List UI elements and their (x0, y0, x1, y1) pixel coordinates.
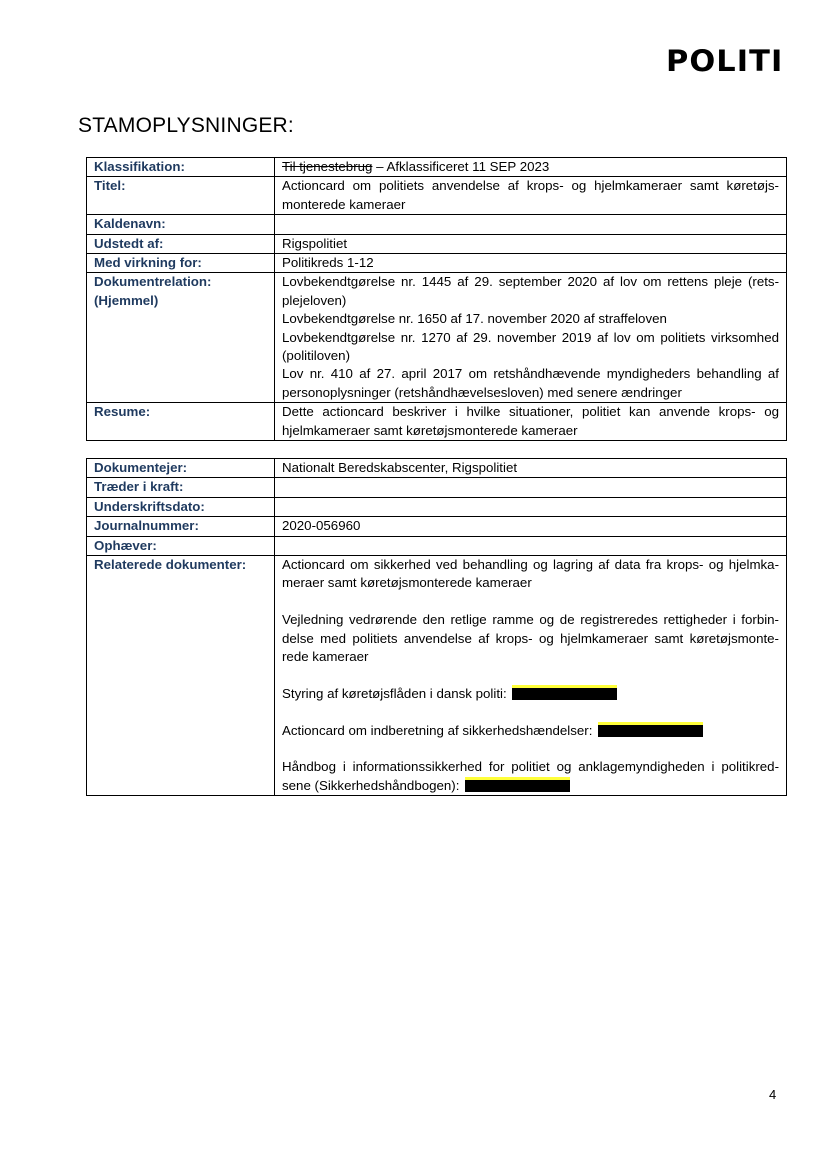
signature-date-value (275, 497, 787, 516)
redaction-block (465, 777, 570, 792)
related-documents-value (275, 556, 787, 796)
related-document-item: Actioncard om sikkerhed ved behandling og lagring af data fra krops- og hjelmka-meraer samt køretøjsmonterede kameraer (282, 557, 779, 591)
classification-struck-text: Til tjenestebrug (282, 159, 373, 174)
table-row (87, 497, 787, 516)
journal-number-value: 2020-056960 (275, 517, 787, 536)
repeals-value (275, 536, 787, 555)
table-row (87, 273, 787, 403)
issued-by-value: Rigspolitiet (275, 234, 787, 253)
related-document-text: Actioncard om indberetning af sikkerhedshændelser: (282, 722, 593, 738)
table-row (87, 234, 787, 253)
journal-number-label: Journalnummer: (87, 517, 275, 536)
issued-by-label: Udstedt af: (87, 234, 275, 253)
relation-item: Lov nr. 410 af 27. april 2017 om retshåndhævende myndigheders behandling af personoplysninger (retshåndhævelsesloven) med senere ændringer (282, 366, 779, 400)
signature-date-label: Underskriftsdato: (87, 497, 275, 516)
document-owner-value: Nationalt Beredskabscenter, Rigspolitiet (275, 459, 787, 478)
effective-date-label: Træder i kraft: (87, 478, 275, 497)
table-row (87, 158, 787, 177)
document-relation-label (87, 273, 275, 403)
effect-for-value: Politikreds 1-12 (275, 254, 787, 273)
repeals-label: Ophæver: (87, 536, 275, 555)
metadata-table-ownership (86, 458, 787, 796)
redaction-block (598, 722, 703, 737)
table-row (87, 536, 787, 555)
page-heading: STAMOPLYSNINGER: (78, 114, 294, 137)
relation-item: Lovbekendtgørelse nr. 1445 af 29. september 2020 af lov om rettens pleje (rets-plejeloven) (282, 274, 779, 308)
page-number: 4 (769, 1087, 777, 1102)
summary-value: Dette actioncard beskriver i hvilke situationer, politiet kan anvende krops- og hjelmkameraer samt køretøjsmonterede kameraer (275, 403, 787, 441)
title-value: Actioncard om politiets anvendelse af krops- og hjelmkameraer samt køretøjs-monterede kameraer (275, 177, 787, 215)
related-document-item (282, 685, 779, 703)
table-row (87, 459, 787, 478)
table-row (87, 215, 787, 234)
related-document-text: Styring af køretøjsflåden i dansk politi: (282, 685, 507, 701)
document-owner-label: Dokumentejer: (87, 459, 275, 478)
table-row (87, 478, 787, 497)
document-relation-value (275, 273, 787, 403)
redaction-block (512, 685, 617, 700)
table-row (87, 517, 787, 536)
related-documents-label: Relaterede dokumenter: (87, 556, 275, 796)
document-relation-label-line1: Dokumentrelation: (94, 274, 212, 290)
related-document-item (282, 722, 779, 740)
table-row (87, 403, 787, 441)
related-document-text: Håndbog i informationssikkerhed for politiet og anklagemyndigheden i politikred-sene (Sikkerhedshåndbogen): (282, 759, 779, 793)
classification-value (275, 158, 787, 177)
related-document-item (282, 758, 779, 795)
metadata-table-main (86, 157, 787, 441)
table-row (87, 177, 787, 215)
related-document-item: Vejledning vedrørende den retlige ramme og de registreredes rettigheder i forbin-delse med politiets anvendelse af krops- og hjelmkameraer samt køretøjsmonte-rede kameraer (282, 612, 779, 665)
table-row (87, 556, 787, 796)
nickname-label: Kaldenavn: (87, 215, 275, 234)
effect-for-label: Med virkning for: (87, 254, 275, 273)
relation-item: Lovbekendtgørelse nr. 1650 af 17. november 2020 af straffeloven (282, 311, 667, 327)
politi-logo: POLITI (666, 44, 784, 78)
classification-label: Klassifikation: (87, 158, 275, 177)
nickname-value (275, 215, 787, 234)
classification-declassified-text: – Afklassificeret 11 SEP 2023 (372, 159, 550, 174)
summary-label: Resume: (87, 403, 275, 441)
relation-item: Lovbekendtgørelse nr. 1270 af 29. november 2019 af lov om politiets virksomhed (politiloven) (282, 329, 779, 364)
title-label: Titel: (87, 177, 275, 215)
document-relation-label-line2: (Hjemmel) (94, 292, 159, 308)
effective-date-value (275, 478, 787, 497)
table-row (87, 254, 787, 273)
